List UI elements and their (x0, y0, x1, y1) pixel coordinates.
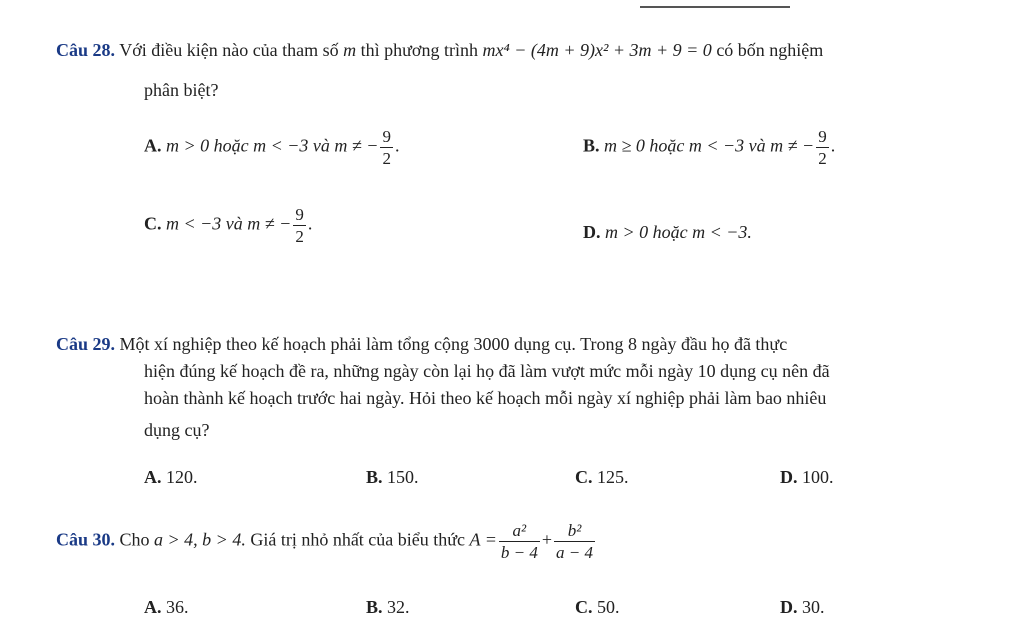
q28-option-c-fraction: $\frac{9}{2}$ (295, 205, 304, 246)
q29-label: Câu 29. (56, 334, 116, 354)
q28-option-a: A. m > 0 hoặc m < −3 và m ≠ − $\frac{9}{2}$ . (144, 127, 400, 168)
q28-text-before: Với điều kiện nào của tham số (119, 40, 339, 60)
q28-equation: mx⁴ − (4m + 9)x² + 3m + 9 = 0 (482, 40, 712, 60)
q28-option-c-letter: C. (144, 213, 162, 234)
q28-option-d-text: m > 0 hoặc m < −3. (605, 222, 752, 242)
q28-option-d (583, 222, 752, 243)
q30-fraction-1: $\frac{\text{a²}}{b - 4}$ (500, 521, 538, 562)
q30-fraction-2: $\frac{\text{b²}}{a - 4}$ (556, 521, 593, 562)
q28-text-after: có bốn nghiệm (716, 40, 824, 60)
q29-option-c: C. 125. (575, 467, 629, 487)
q30-option-c: C. 50. (575, 597, 620, 617)
q28-line1 (56, 40, 823, 61)
q30-text-before: Cho (119, 529, 150, 550)
q28-option-b-fraction: $\frac{9}{2}$ (818, 127, 827, 168)
q29-line1 (56, 334, 787, 355)
q29-text-line-1: Một xí nghiệp theo kế hoạch phải làm tổng cộng 3000 dụng cụ. Trong 8 ngày đầu họ đã thực (119, 334, 788, 354)
q29-option-d: D. 100. (780, 467, 834, 487)
q30-option-d: D. 30. (780, 597, 825, 617)
q28-option-c-text: m < −3 và m ≠ − (166, 213, 292, 234)
q30-line1 (56, 522, 597, 561)
q28-option-b-text: m ≥ 0 hoặc m < −3 và m ≠ − (604, 135, 815, 156)
q28-option-d-letter: D. (583, 222, 601, 242)
q28-option-c: C. m < −3 và m ≠ − $\frac{9}{2}$ . (144, 205, 313, 246)
q29-option-b: B. 150. (366, 467, 419, 487)
q29-text-line-2: hiện đúng kế hoạch đề ra, những ngày còn lại họ đã làm vượt mức mỗi ngày 10 dụng cụ nên đã (144, 361, 830, 381)
q28-option-b: B. m ≥ 0 hoặc m < −3 và m ≠ − $\frac{9}{2}$ . (583, 127, 836, 168)
q30-option-b: B. 32. (366, 597, 410, 617)
q30-text-mid: Giá trị nhỏ nhất của biểu thức (250, 529, 466, 550)
q28-label: Câu 28. (56, 40, 116, 60)
q28-param: m (343, 40, 357, 60)
q30-plus: + (541, 529, 552, 550)
q28-option-a-letter: A. (144, 135, 162, 156)
q29-text-line-4: dụng cụ? (144, 420, 210, 440)
cropped-previous-content (640, 0, 790, 8)
q30-expr-lhs: A = (469, 529, 497, 550)
q29-option-a: A. 120. (144, 467, 198, 487)
q28-line2: phân biệt? (144, 80, 219, 100)
q28-option-a-fraction: $\frac{9}{2}$ (382, 127, 391, 168)
q30-condition: a > 4, b > 4. (154, 529, 246, 550)
q30-label: Câu 30. (56, 529, 116, 550)
q28-option-b-letter: B. (583, 135, 600, 156)
q28-text-mid: thì phương trình (360, 40, 478, 60)
q29-text-line-3: hoàn thành kế hoạch trước hai ngày. Hỏi theo kế hoạch mỗi ngày xí nghiệp phải làm bao nhiêu (144, 388, 827, 408)
q30-option-a: A. 36. (144, 597, 189, 617)
q28-option-a-text: m > 0 hoặc m < −3 và m ≠ − (166, 135, 379, 156)
